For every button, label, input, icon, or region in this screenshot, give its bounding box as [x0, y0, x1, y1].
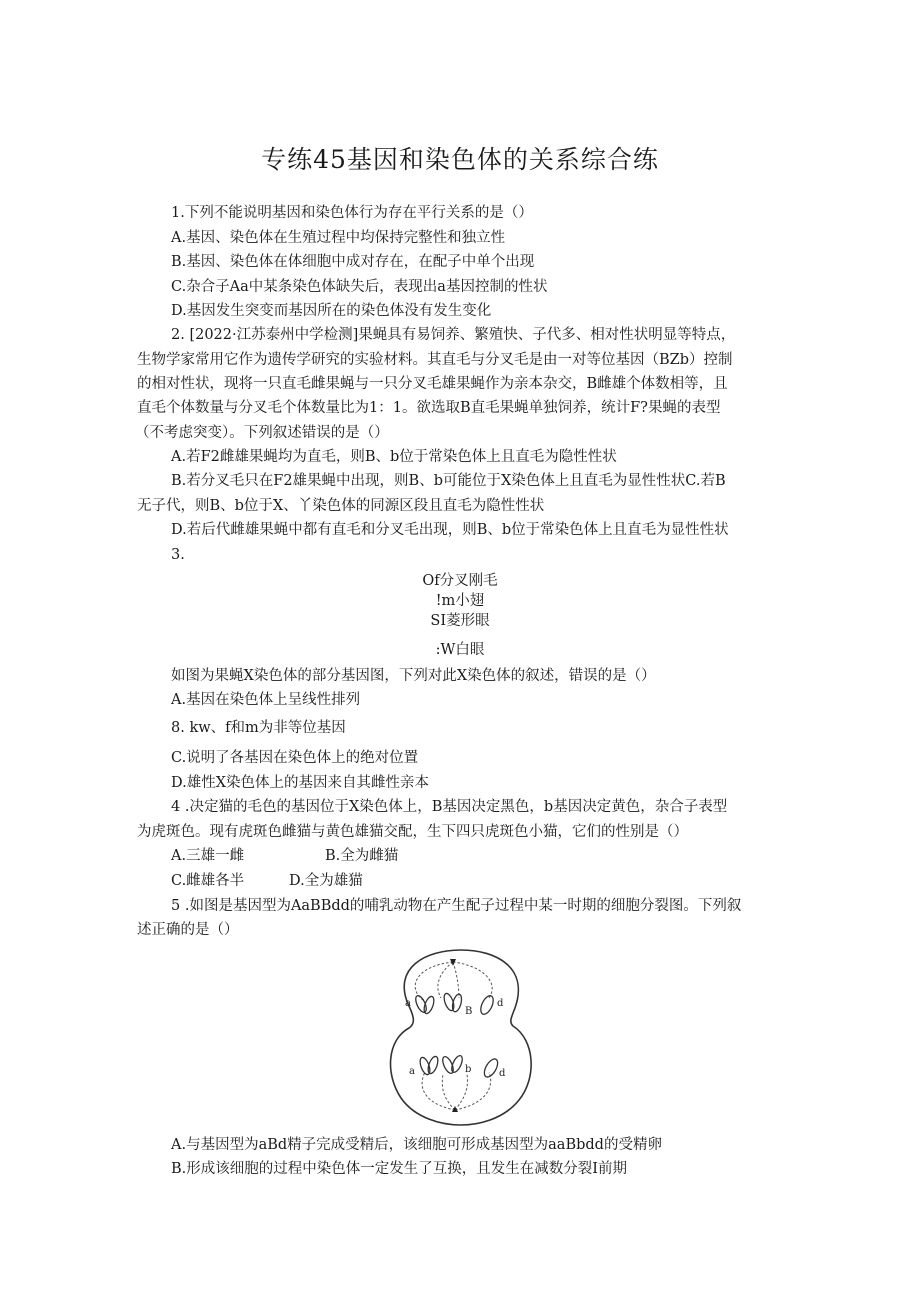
q5-line-1: 5 .如图是基因型为AaBBdd的哺乳动物在产生配子过程中某一时期的细胞分裂图。下列叙 [171, 898, 742, 914]
q2-option-d: D.若后代雌雄果蝇中都有直毛和分叉毛出现，则B、b位于常染色体上且直毛为显性性状 [171, 522, 729, 538]
chromosome [478, 994, 496, 1016]
upper-spindle [415, 962, 492, 1000]
gene-label-d-lower: d [499, 1068, 506, 1079]
q3-option-c: C.说明了各基因在染色体上的绝对位置 [171, 750, 419, 766]
cell-membrane [391, 950, 532, 1125]
q2-line-2: 生物学家常用它作为遗传学研究的实验材料。其直毛与分叉毛是由一对等位基因（BZb）控制 [137, 352, 733, 368]
q3-gene-lozenge-eye: SI菱形眼 [430, 613, 490, 629]
lower-chromosomes [418, 1054, 500, 1079]
q3-gene-forked-bristle: Of分叉刚毛 [422, 573, 498, 589]
lower-spindle [422, 1072, 491, 1110]
chromosome [482, 1057, 501, 1079]
chromosome [414, 994, 429, 1014]
q3-gene-white-eye: :W白眼 [435, 642, 485, 658]
chromosome [422, 995, 436, 1015]
q2-option-b-line-2: 无子代，则B、b位于X、丫染色体的同源区段且直毛为隐性性状 [137, 498, 545, 514]
q3-option-b: 8. kw、f和m为非等位基因 [171, 720, 346, 736]
lower-centrosome [452, 1106, 458, 1112]
q4-option-b: B.全为雌猫 [325, 848, 399, 864]
q4-option-c: C.雌雄各半 [171, 873, 245, 889]
q5-option-b: B.形成该细胞的过程中染色体一定发生了互换，且发生在减数分裂I前期 [171, 1161, 627, 1177]
page-title: 专练45基因和染色体的关系综合练 [261, 145, 659, 174]
q3-number: 3. [171, 547, 185, 563]
q3-stem: 如图为果蝇X染色体的部分基因图，下列对此X染色体的叙述，错误的是（） [171, 668, 656, 684]
gene-label-B-upper: B [465, 1006, 473, 1017]
q4-option-d: D.全为雄猫 [289, 873, 363, 889]
q1-option-d: D.基因发生突变而基因所在的染色体没有发生变化 [171, 303, 492, 319]
q2-line-4: 直毛个体数量与分叉毛个体数量比为1：1。欲选取B直毛果蝇单独饲养，统计F?果蝇的表型 [137, 400, 721, 416]
q2-option-b-line-1: B.若分叉毛只在F2雄果蝇中出现，则B、b可能位于X染色体上且直毛为显性性状C.若B [171, 473, 726, 489]
gene-label-a-upper: a [405, 998, 411, 1009]
upper-chromosomes [414, 992, 496, 1016]
q5-line-2: 述正确的是（） [137, 922, 239, 938]
q2-line-1: 2. [2022·江苏泰州中学检测]果蝇具有易饲养、繁殖快、子代多、相对性状明显等特点， [171, 327, 736, 343]
chromosome [426, 1055, 440, 1075]
q2-option-a: A.若F2雌雄果蝇均为直毛，则B、b位于常染色体上且直毛为隐性性状 [171, 449, 617, 465]
q4-option-a: A.三雄一雌 [171, 848, 245, 864]
q1-option-c: C.杂合子Aa中某条染色体缺失后，表现出a基因控制的性状 [171, 279, 548, 295]
cell-division-diagram [385, 948, 537, 1126]
q1-option-a: A.基因、染色体在生殖过程中均保持完整性和独立性 [171, 230, 506, 246]
q1-option-b: B.基因、染色体在体细胞中成对存在，在配子中单个出现 [171, 254, 535, 270]
q4-line-1: 4 .决定猫的毛色的基因位于X染色体上，B基因决定黑色，b基因决定黄色，杂合子表型 [171, 799, 728, 815]
q2-line-5: （不考虑突变）。下列叙述错误的是（） [135, 425, 389, 441]
q3-option-d: D.雄性X染色体上的基因来自其雌性亲本 [171, 775, 430, 791]
gene-label-d-upper: d [497, 998, 504, 1009]
chromosome [451, 993, 463, 1012]
gene-label-a-lower: a [409, 1066, 415, 1077]
q5-option-a: A.与基因型为aBd精子完成受精后，该细胞可形成基因型为aaBbdd的受精卵 [171, 1137, 662, 1153]
q4-line-2: 为虎斑色。现有虎斑色雌猫与黄色雄猫交配，生下四只虎斑色小猫，它们的性别是（） [137, 824, 688, 840]
gene-label-b-lower: b [465, 1064, 472, 1075]
q3-option-a: A.基因在染色体上呈线性排列 [171, 692, 361, 708]
q1-stem: 1.下列不能说明基因和染色体行为存在平行关系的是（） [171, 205, 533, 221]
q3-gene-miniature-wing: !m小翅 [435, 593, 485, 609]
q2-line-3: 的相对性状，现将一只直毛雌果蝇与一只分叉毛雄果蝇作为亲本杂交，B雌雄个体数相等，且 [137, 376, 728, 392]
